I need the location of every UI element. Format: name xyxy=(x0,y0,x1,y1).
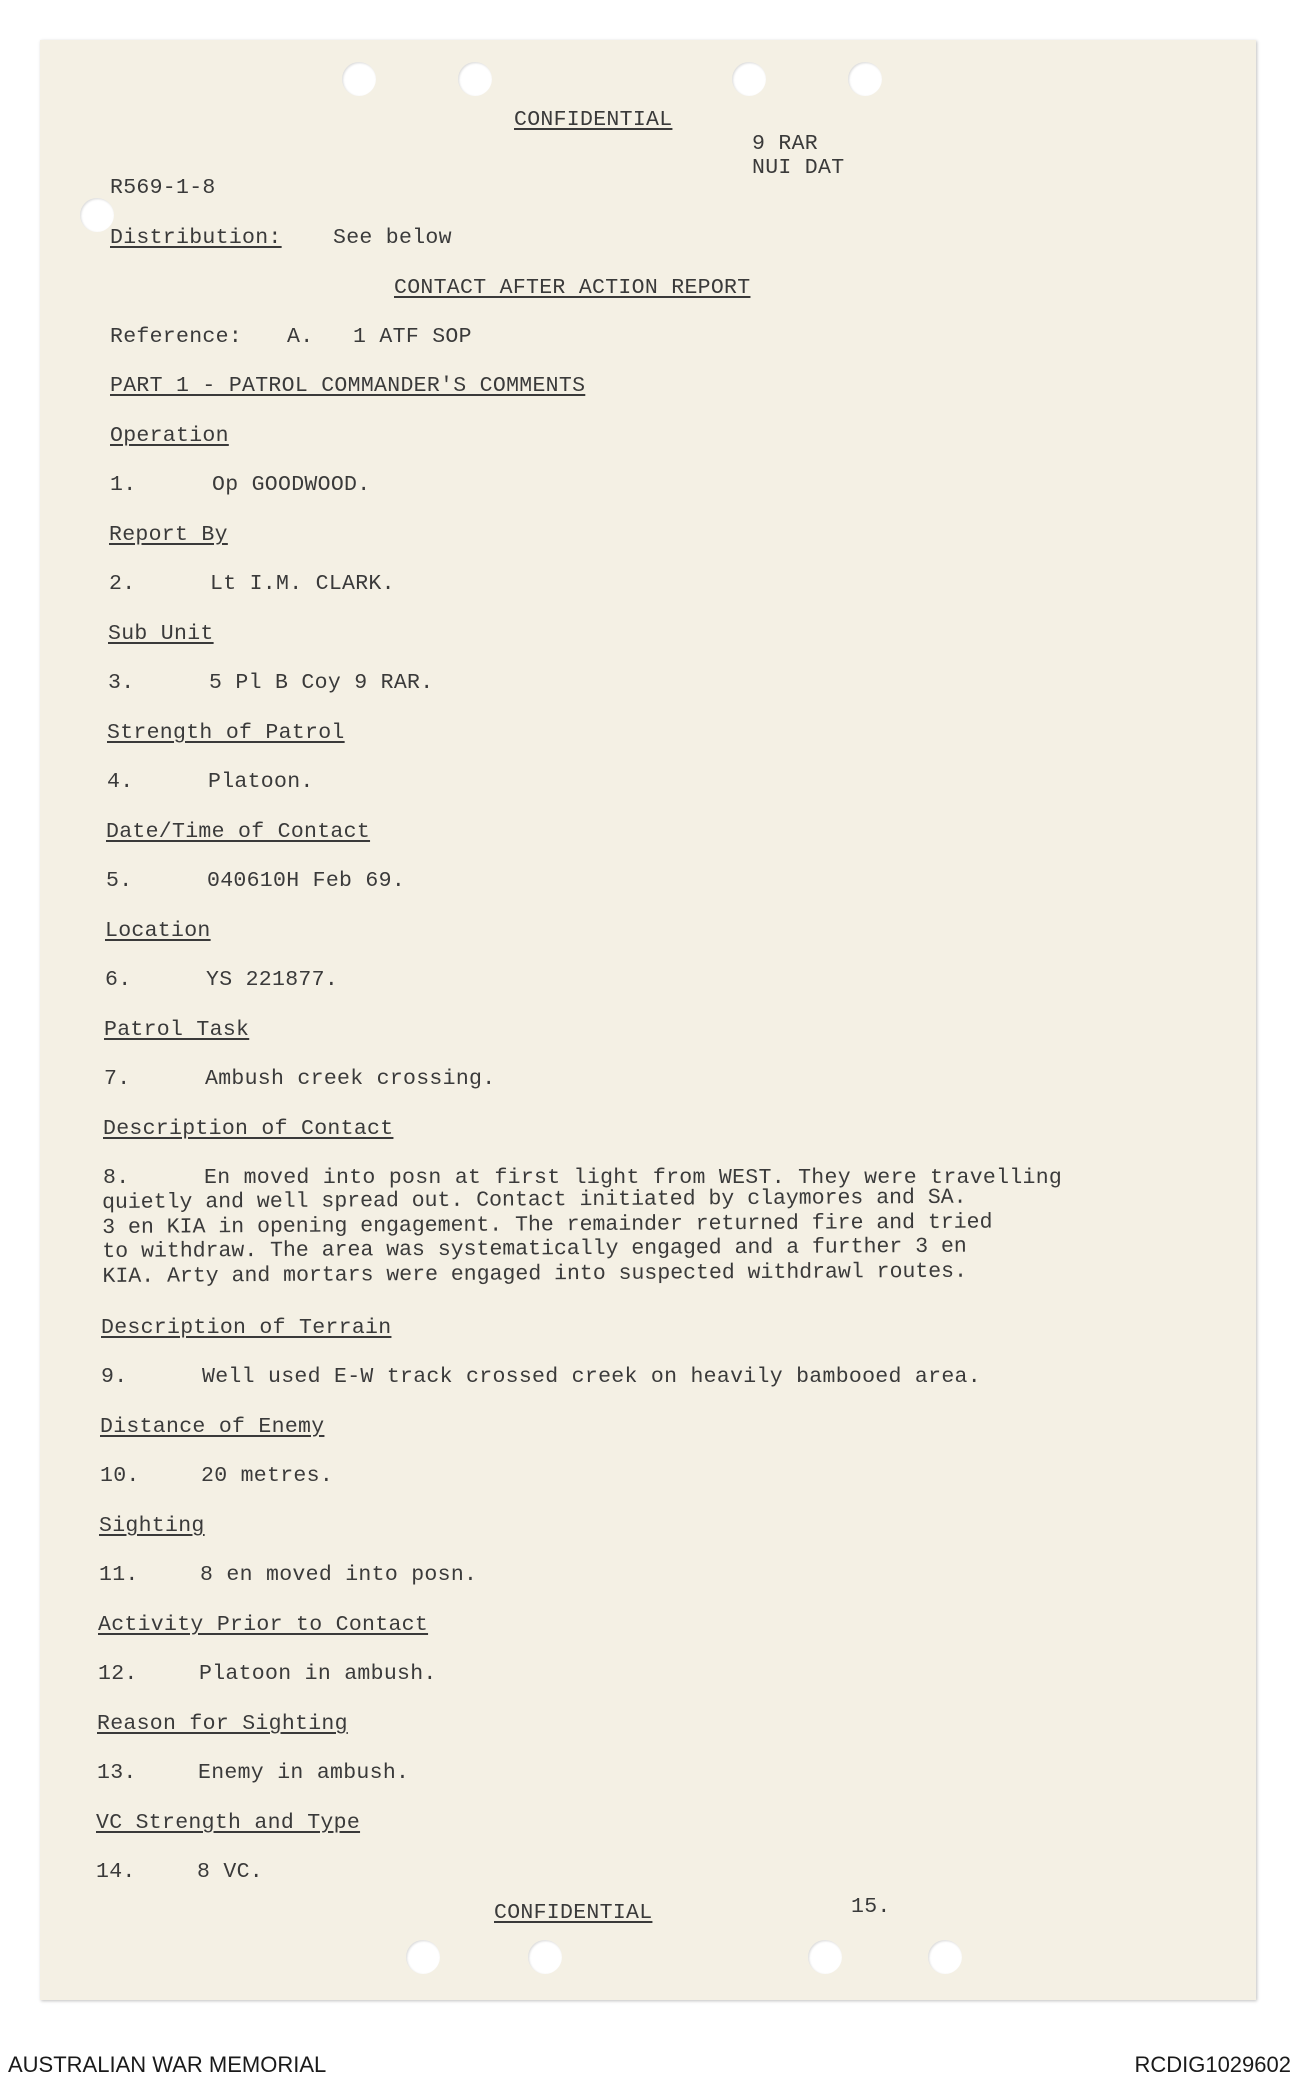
reference-value: A. 1 ATF SOP xyxy=(287,325,472,349)
paragraph-line: quietly and well spread out. Contact initiated by claymores and SA. xyxy=(102,1185,967,1215)
punch-hole xyxy=(528,1940,562,1974)
section-heading-sub-unit: Sub Unit xyxy=(108,622,214,646)
item-text: Ambush creek crossing. xyxy=(205,1067,496,1091)
reference-label: Reference: xyxy=(110,325,243,349)
archive-name: AUSTRALIAN WAR MEMORIAL xyxy=(8,2052,327,2077)
punch-hole xyxy=(848,62,882,96)
punch-hole xyxy=(458,62,492,96)
section-heading-report-by: Report By xyxy=(109,523,228,547)
contact-description-paragraph xyxy=(102,1184,1203,1289)
item-number: 4. xyxy=(107,770,134,794)
item-text: 8 VC. xyxy=(197,1860,264,1884)
section-heading-patrol-task: Patrol Task xyxy=(104,1018,250,1042)
item-text: 8 en moved into posn. xyxy=(200,1563,478,1587)
item-text: Platoon in ambush. xyxy=(199,1662,437,1686)
section-heading-vc-strength: VC Strength and Type xyxy=(96,1811,361,1835)
distribution-value: See below xyxy=(333,226,452,250)
classification-bottom: CONFIDENTIAL xyxy=(494,1901,653,1925)
section-heading-description-of-terrain: Description of Terrain xyxy=(101,1316,392,1340)
item-number: 2. xyxy=(109,572,136,596)
part-heading: PART 1 - PATROL COMMANDER'S COMMENTS xyxy=(110,374,586,398)
section-heading-location: Location xyxy=(105,919,211,943)
paragraph-line: KIA. Arty and mortars were engaged into suspected withdrawl routes. xyxy=(102,1259,968,1289)
item-number: 10. xyxy=(100,1464,140,1488)
archive-id: RCDIG1029602 xyxy=(1134,2052,1291,2077)
item-number: 3. xyxy=(108,671,135,695)
item-text: 5 Pl B Coy 9 RAR. xyxy=(209,671,434,695)
punch-hole xyxy=(808,1940,842,1974)
item-text: En moved into posn at first light from WEST. They were travelling xyxy=(204,1166,1063,1190)
classification-top: CONFIDENTIAL xyxy=(514,108,673,132)
paragraph-line: 3 en KIA in opening engagement. The remainder returned fire and tried xyxy=(102,1210,993,1240)
section-heading-distance-of-enemy: Distance of Enemy xyxy=(100,1415,325,1439)
section-heading-operation: Operation xyxy=(110,424,229,448)
item-text: 20 metres. xyxy=(201,1464,334,1488)
section-heading-description-of-contact: Description of Contact xyxy=(103,1117,394,1141)
item-number: 9. xyxy=(101,1365,128,1389)
section-heading-date-time: Date/Time of Contact xyxy=(106,820,371,844)
unit-location: NUI DAT xyxy=(752,156,845,180)
item-text: Lt I.M. CLARK. xyxy=(210,572,395,596)
punch-hole xyxy=(342,62,376,96)
item-number: 8. xyxy=(103,1166,130,1190)
item-text: Enemy in ambush. xyxy=(198,1761,410,1785)
item-text: YS 221877. xyxy=(206,968,339,992)
punch-hole xyxy=(80,198,114,232)
page-number: 15. xyxy=(851,1895,891,1919)
distribution-label: Distribution: xyxy=(110,226,282,250)
unit-name: 9 RAR xyxy=(752,132,819,156)
item-text: Op GOODWOOD. xyxy=(212,473,371,497)
item-number: 12. xyxy=(98,1662,138,1686)
item-number: 5. xyxy=(106,869,133,893)
punch-hole xyxy=(406,1940,440,1974)
item-number: 1. xyxy=(110,473,137,497)
report-title: CONTACT AFTER ACTION REPORT xyxy=(394,276,751,300)
item-number: 6. xyxy=(105,968,132,992)
section-heading-sighting: Sighting xyxy=(99,1514,205,1538)
section-heading-activity-prior: Activity Prior to Contact xyxy=(98,1613,429,1637)
item-number: 13. xyxy=(97,1761,137,1785)
item-text: Platoon. xyxy=(208,770,314,794)
document-page xyxy=(40,40,1256,2000)
punch-hole xyxy=(928,1940,962,1974)
item-number: 14. xyxy=(96,1860,136,1884)
paragraph-line: to withdraw. The area was systematically engaged and a further 3 en xyxy=(102,1234,967,1264)
section-heading-strength-of-patrol: Strength of Patrol xyxy=(107,721,345,745)
file-reference: R569-1-8 xyxy=(110,176,216,200)
item-number: 7. xyxy=(104,1067,131,1091)
item-number: 11. xyxy=(99,1563,139,1587)
punch-hole xyxy=(732,62,766,96)
item-text: 040610H Feb 69. xyxy=(207,869,406,893)
section-heading-reason-for-sighting: Reason for Sighting xyxy=(97,1712,348,1736)
item-text: Well used E-W track crossed creek on heavily bambooed area. xyxy=(202,1365,981,1389)
